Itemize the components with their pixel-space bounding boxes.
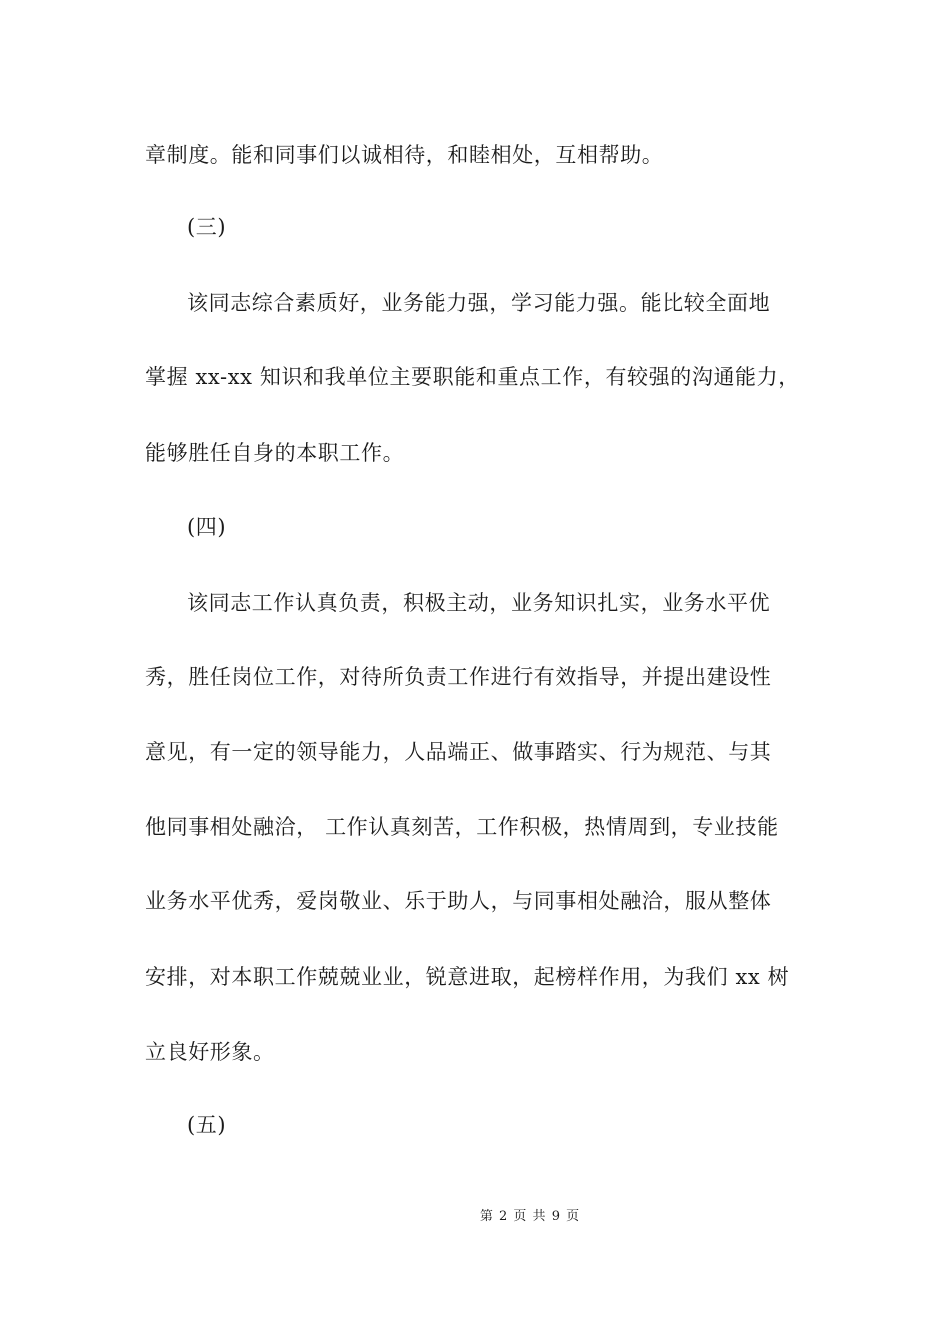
paragraph-line: 安排，对本职工作兢兢业业，锐意进取，起榜样作用，为我们 xx 树 [145, 965, 790, 989]
section-heading-five: (五) [187, 1113, 227, 1137]
paragraph-line: 意见，有一定的领导能力，人品端正、做事踏实、行为规范、与其 [145, 740, 772, 764]
paragraph-line: 能够胜任自身的本职工作。 [145, 441, 405, 465]
paragraph-line: 他同事相处融洽， 工作认真刻苦，工作积极，热情周到，专业技能 [145, 815, 779, 839]
section-heading-four: (四) [187, 515, 227, 539]
paragraph-line: 该同志综合素质好，业务能力强，学习能力强。能比较全面地 [187, 291, 771, 315]
paragraph-line: 该同志工作认真负责，积极主动，业务知识扎实，业务水平优 [187, 591, 771, 615]
paragraph-line: 章制度。能和同事们以诚相待，和睦相处，互相帮助。 [145, 143, 664, 167]
paragraph-line: 掌握 xx-xx 知识和我单位主要职能和重点工作，有较强的沟通能力， [145, 365, 800, 389]
paragraph-line: 业务水平优秀，爱岗敬业、乐于助人，与同事相处融洽，服从整体 [145, 889, 772, 913]
section-heading-three: (三) [187, 215, 227, 239]
paragraph-line: 立良好形象。 [145, 1040, 275, 1064]
paragraph-line: 秀，胜任岗位工作，对待所负责工作进行有效指导，并提出建设性 [145, 665, 772, 689]
page-number-footer: 第 2 页 共 9 页 [479, 1209, 581, 1224]
